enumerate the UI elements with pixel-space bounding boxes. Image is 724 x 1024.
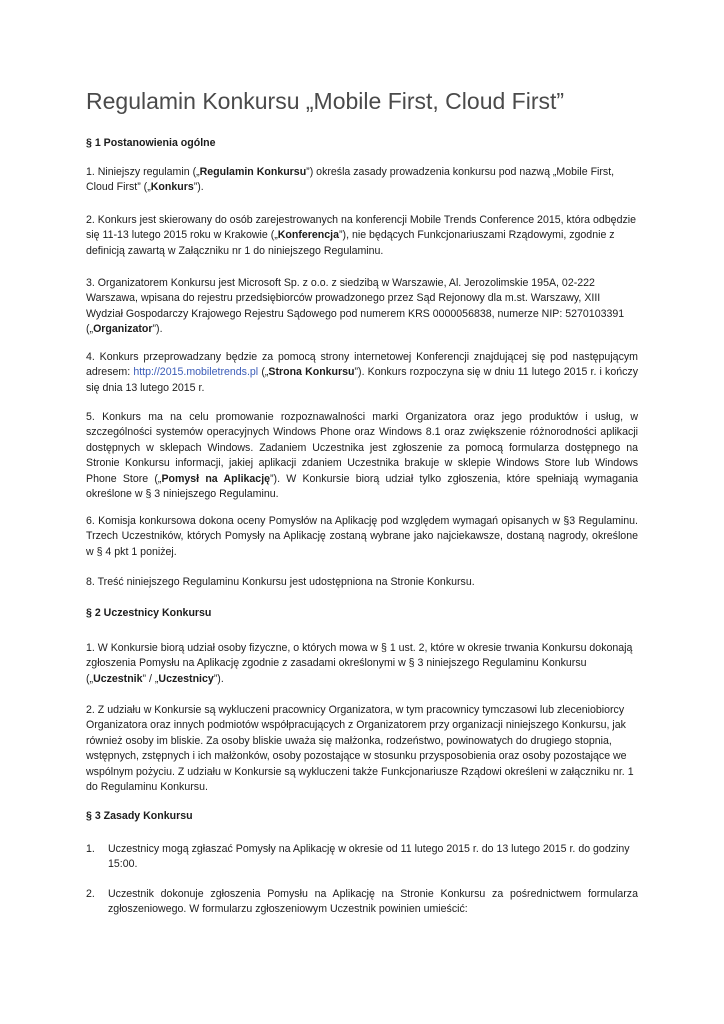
list-item-text: Uczestnik dokonuje zgłoszenia Pomysłu na Aplikację na Stronie Konkursu za pośrednictwem formularza zgłoszeniowego. W formularzu zgłoszeniowym Uczestnik powinien umieścić: (108, 888, 638, 916)
section-1-paragraph-4: 4. Konkurs przeprowadzany będzie za pomocą strony internetowej Konferencji znajdującej się pod następującym adresem: http://2015.mobiletrends.pl („Strona Konkursu”). Konkurs rozpoczyna się w dniu 11 lutego 2015 r. i kończy się dnia 13 lutego 2015 r. (86, 351, 638, 394)
section-1-paragraph-2: 2. Konkurs jest skierowany do osób zarejestrowanych na konferencji Mobile Trends Conference 2015, która odbędzie się 11-13 lutego 2015 roku w Krakowie („Konferencja”), nie będących Funkcjonariuszami Rządowymi, zgodnie z definicją zawartą w Załączniku nr 1 do niniejszego Regulaminu. (86, 214, 637, 257)
section-2-paragraph-1: 1. W Konkursie biorą udział osoby fizyczne, o których mowa w § 1 ust. 2, które w okresie trwania Konkursu dokonają zgłoszenia Pomysłu na Aplikację zgodnie z zasadami określonymi w § 3 niniejszego Regulaminu Konkursu („Uczestnik” / „Uczestnicy”). (86, 642, 633, 685)
list-item-number: 2. (86, 888, 95, 900)
strona-konkursu-link[interactable]: http://2015.mobiletrends.pl (133, 366, 259, 379)
section-3-heading: § 3 Zasady Konkursu (86, 810, 193, 822)
section-1-paragraph-5: 5. Konkurs ma na celu promowanie rozpoznawalności marki Organizatora oraz jego produktów i usług, w szczególności systemów operacyjnych Windows Phone oraz Windows 8.1 oraz zwiększenie różnorodności aplikacji dostępnych w sklepach Windows. Zadaniem Uczestnika jest zgłoszenie za pomocą formularza dostępnego na Stronie Konkursu informacji, jakiej aplikacji zdaniem Uczestnika brakuje w sklepie Windows Store lub Windows Phone Store („Pomysł na Aplikację”). W Konkursie biorą udział tylko zgłoszenia, które spełniają wymagania określone w § 3 niniejszego Regulaminu. (86, 411, 638, 501)
section-1-paragraph-1: 1. Niniejszy regulamin („Regulamin Konkursu”) określa zasady prowadzenia konkursu pod nazwą „Mobile First, Cloud First” („Konkurs”). (86, 166, 615, 194)
section-1-heading: § 1 Postanowienia ogólne (86, 137, 216, 149)
section-1-paragraph-8: 8. Treść niniejszego Regulaminu Konkursu jest udostępniona na Stronie Konkursu. (86, 576, 475, 588)
section-2-paragraph-2: 2. Z udziału w Konkursie są wykluczeni pracownicy Organizatora, w tym pracownicy tymczasowi lub zleceniobiorcy Organizatora oraz innych podmiotów współpracujących z Organizatorem przy organizacji niniejszego Konkursu, jak również osoby im bliskie. Za osoby bliskie uważa się małżonka, rodzeństwo, powinowatych do drugiego stopnia, wstępnych, zstępnych i ich małżonków, osoby pozostające w stosunku przysposobienia oraz osoby pozostające we wspólnym pożyciu. Z udziału w Konkursie są wykluczeni także Funkcjonariusze Rządowi określeni w załączniku nr. 1 do Regulaminu Konkursu. (86, 704, 634, 794)
list-item-number: 1. (86, 843, 95, 855)
section-2-heading: § 2 Uczestnicy Konkursu (86, 607, 212, 619)
document-title: Regulamin Konkursu „Mobile First, Cloud First” (86, 88, 565, 114)
section-1-paragraph-6: 6. Komisja konkursowa dokona oceny Pomysłów na Aplikację pod względem wymagań opisanych w §3 Regulaminu. Trzech Uczestników, których Pomysły na Aplikację zostaną wybrane jako najciekawsze, dostaną nagrody, określone w § 4 pkt 1 poniżej. (86, 515, 638, 558)
section-1-paragraph-3: 3. Organizatorem Konkursu jest Microsoft Sp. z o.o. z siedzibą w Warszawie, Al. Jerozolimskie 195A, 02-222 Warszawa, wpisana do rejestru przedsiębiorców prowadzonego przez Sąd Rejonowy dla m.st. Warszawy, XIII Wydział Gospodarczy Krajowego Rejestru Sądowego pod numerem KRS 0000056838, numerze NIP: 5270103391 („Organizator”). (86, 277, 625, 336)
list-item-text: Uczestnicy mogą zgłaszać Pomysły na Aplikację w okresie od 11 lutego 2015 r. do 13 lutego 2015 r. do godziny 15:00. (108, 843, 630, 871)
